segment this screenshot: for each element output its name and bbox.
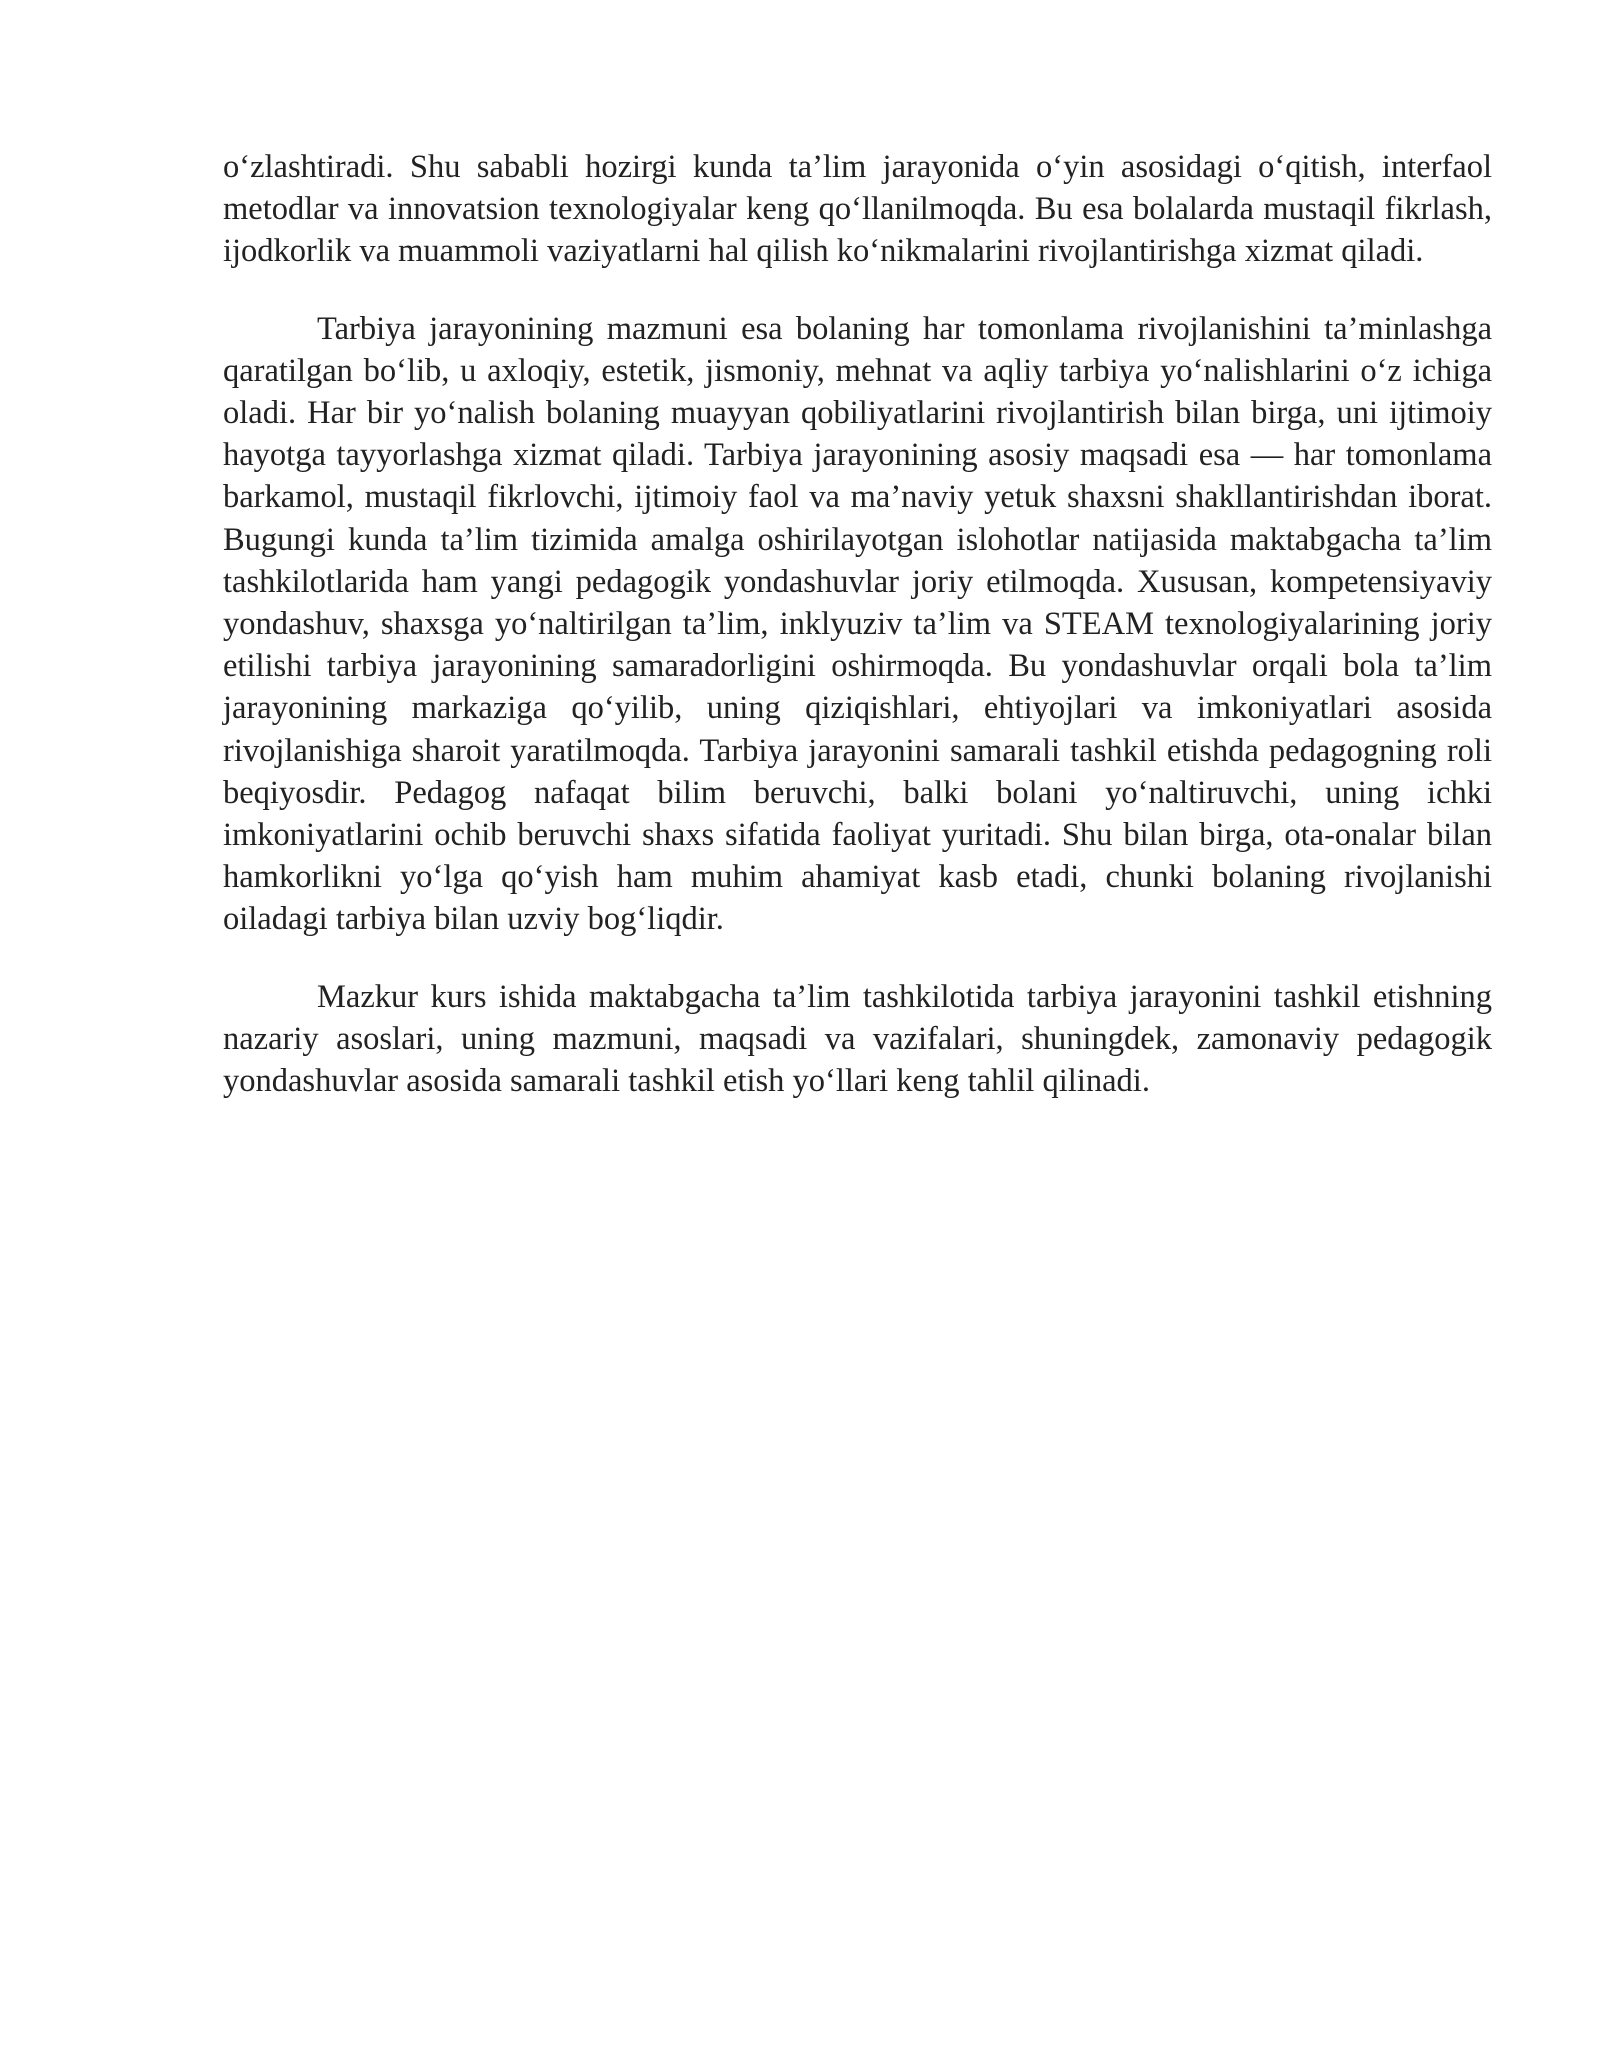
paragraph-course-work-summary: Mazkur kurs ishida maktabgacha ta’lim tashkilotida tarbiya jarayonini tashkil etishning nazariy asoslari, uning mazmuni, maqsadi va vazifalari, shuningdek, zamonaviy pedagogik yondashuvlar asosida samarali tashkil etish yo‘llari keng tahlil qilinadi. [223,978,1492,1100]
paragraph-continuation: o‘zlashtiradi. Shu sababli hozirgi kunda ta’lim jarayonida o‘yin asosidagi o‘qitish, interfaol metodlar va innovatsion texnologiyalar keng qo‘llanilmoqda. Bu esa bolalarda mustaqil fikrlash, ijodkorlik va muammoli vaziyatlarni hal qilish ko‘nikmalarini rivojlantirishga xizmat qiladi. [223,149,1492,270]
paragraph-upbringing-process: Tarbiya jarayonining mazmuni esa bolaning har tomonlama rivojlanishini ta’minlashga qaratilgan bo‘lib, u axloqiy, estetik, jismoniy, mehnat va aqliy tarbiya yo‘nalishlarini o‘z ichiga oladi. Har bir yo‘nalish bolaning muayyan qobiliyatlarini rivojlantirish bilan birga, uni ijtimoiy hayotga tayyorlashga xizmat qiladi. Tarbiya jarayonining asosiy maqsadi esa — har tomonlama barkamol, mustaqil fikrlovchi, ijtimoiy faol va ma’naviy yetuk shaxsni shakllantirishdan iborat. Bugungi kunda ta’lim tizimida amalga oshirilayotgan islohotlar natijasida maktabgacha ta’lim tashkilotlarida ham yangi pedagogik yondashuvlar joriy etilmoqda. Xususan, kompetensiyaviy yondashuv, shaxsga yo‘naltirilgan ta’lim, inklyuziv ta’lim va STEAM texnologiyalarining joriy etilishi tarbiya jarayonining samaradorligini oshirmoqda. Bu yondashuvlar orqali bola ta’lim jarayonining markaziga qo‘yilib, uning qiziqishlari, ehtiyojlari va imkoniyatlari asosida rivojlanishiga sharoit yaratilmoqda. Tarbiya jarayonini samarali tashkil etishda pedagogning roli beqiyosdir. Pedagog nafaqat bilim beruvchi, balki bolani yo‘naltiruvchi, uning ichki imkoniyatlarini ochib beruvchi shaxs sifatida faoliyat yuritadi. Shu bilan birga, ota-onalar bilan hamkorlikni yo‘lga qo‘yish ham muhim ahamiyat kasb etadi, chunki bolaning rivojlanishi oiladagi tarbiya bilan uzviy bog‘liqdir. [223,310,1492,938]
document-body [223,146,1492,1137]
